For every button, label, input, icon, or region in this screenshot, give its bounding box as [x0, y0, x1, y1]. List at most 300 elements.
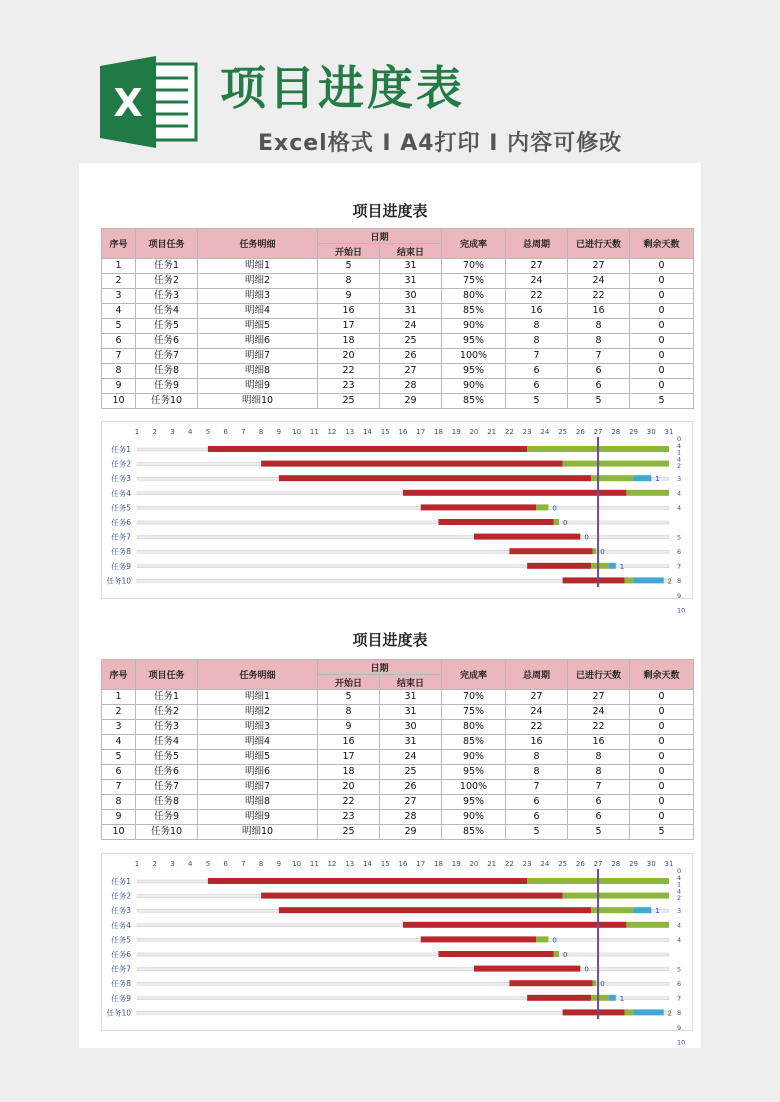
right-axis-label: 10	[677, 606, 686, 615]
right-axis-label: 6	[677, 548, 682, 556]
gantt-bar-remaining	[634, 475, 652, 481]
x-tick-label: 19	[451, 860, 461, 868]
cell-seq: 6	[102, 765, 136, 780]
right-axis-label: 1	[677, 880, 682, 889]
cell-total: 8	[506, 319, 568, 334]
cell-detail: 明细4	[198, 304, 318, 319]
cell-done: 22	[568, 289, 630, 304]
table-row	[102, 795, 694, 810]
gantt-svg-2	[101, 853, 693, 1047]
cell-remain: 5	[630, 394, 694, 409]
x-tick-label: 24	[540, 428, 550, 436]
bar-end-label: 1	[655, 475, 660, 484]
gantt-bar-completed	[421, 504, 536, 510]
cell-remain: 0	[630, 705, 694, 720]
cell-total: 16	[506, 304, 568, 319]
table-row	[102, 319, 694, 334]
table-row	[102, 334, 694, 349]
table-row	[102, 720, 694, 735]
cell-rate: 95%	[442, 334, 506, 349]
cell-end: 25	[380, 765, 442, 780]
y-category-label: 任务5	[111, 935, 131, 945]
cell-start: 17	[318, 319, 380, 334]
cell-total: 27	[506, 259, 568, 274]
gantt-bar-completed	[509, 980, 592, 986]
cell-seq: 2	[102, 705, 136, 720]
right-axis-label: 5	[677, 533, 682, 542]
cell-seq: 5	[102, 319, 136, 334]
header-seq: 序号	[102, 229, 136, 259]
header-end: 结束日	[380, 675, 442, 690]
table-row	[102, 780, 694, 795]
bar-end-label: 0	[563, 951, 568, 959]
x-tick-label: 29	[629, 860, 638, 868]
x-tick-label: 9	[276, 428, 282, 436]
cell-remain: 0	[630, 720, 694, 735]
bar-end-label: 1	[619, 562, 625, 571]
cell-start: 23	[318, 810, 380, 825]
y-category-label: 任务2	[111, 459, 131, 469]
y-category-label: 任务6	[111, 950, 131, 959]
cell-seq: 5	[102, 750, 136, 765]
right-axis-label: 2	[677, 462, 682, 471]
gantt-bar-in-progress	[626, 490, 669, 496]
table-row	[102, 349, 694, 364]
cell-task: 任务3	[136, 720, 198, 735]
x-tick-label: 10	[292, 428, 302, 436]
gantt-bar-in-progress	[554, 519, 559, 525]
x-tick-label: 26	[575, 428, 585, 436]
cell-task: 任务10	[136, 394, 198, 409]
cell-start: 20	[318, 780, 380, 795]
x-tick-label: 12	[327, 428, 337, 436]
cell-start: 16	[318, 735, 380, 750]
gantt-bar-completed	[474, 966, 580, 972]
cell-seq: 3	[102, 289, 136, 304]
cell-seq: 8	[102, 795, 136, 810]
cell-seq: 4	[102, 735, 136, 750]
gantt-chart-2	[101, 853, 693, 1047]
table-row	[102, 750, 694, 765]
y-category-label: 任务7	[111, 532, 131, 542]
cell-remain: 0	[630, 750, 694, 765]
gantt-bar-completed	[474, 534, 580, 540]
y-category-label: 任务1	[111, 445, 131, 454]
x-tick-label: 20	[469, 428, 479, 436]
cell-rate: 95%	[442, 765, 506, 780]
cell-end: 24	[380, 319, 442, 334]
bar-end-label: 0	[600, 980, 605, 989]
cell-rate: 75%	[442, 274, 506, 289]
cell-start: 17	[318, 750, 380, 765]
cell-start: 5	[318, 259, 380, 274]
y-category-label: 任务10	[106, 576, 131, 586]
cell-detail: 明细6	[198, 334, 318, 349]
cell-start: 22	[318, 364, 380, 379]
gantt-bar-in-progress	[626, 922, 669, 928]
header-start: 开始日	[318, 675, 380, 690]
table-body-1	[102, 259, 694, 409]
cell-end: 27	[380, 364, 442, 379]
cell-end: 31	[380, 274, 442, 289]
cell-seq: 10	[102, 394, 136, 409]
cell-total: 6	[506, 364, 568, 379]
x-tick-label: 27	[593, 860, 603, 868]
cell-end: 26	[380, 780, 442, 795]
right-axis-label: 4	[677, 504, 682, 513]
gantt-track	[137, 521, 669, 524]
header-rate: 完成率	[442, 229, 506, 259]
gantt-bar-remaining	[609, 563, 616, 569]
x-tick-label: 23	[522, 428, 532, 436]
cell-seq: 2	[102, 274, 136, 289]
header-detail: 任务明细	[198, 229, 318, 259]
cell-start: 23	[318, 379, 380, 394]
cell-task: 任务9	[136, 810, 198, 825]
cell-rate: 90%	[442, 810, 506, 825]
cell-remain: 0	[630, 334, 694, 349]
x-tick-label: 10	[292, 860, 302, 868]
cell-remain: 0	[630, 735, 694, 750]
cell-done: 6	[568, 810, 630, 825]
gantt-track	[137, 968, 669, 971]
x-tick-label: 29	[629, 428, 638, 436]
cell-remain: 0	[630, 364, 694, 379]
cell-end: 26	[380, 349, 442, 364]
cell-detail: 明细6	[198, 765, 318, 780]
cell-done: 8	[568, 319, 630, 334]
cell-total: 5	[506, 825, 568, 840]
gantt-bar-completed	[421, 936, 536, 942]
cell-done: 5	[568, 394, 630, 409]
cell-total: 7	[506, 780, 568, 795]
cell-remain: 0	[630, 349, 694, 364]
poster-title: 项目进度表	[220, 61, 465, 115]
gantt-svg-1	[101, 421, 693, 615]
x-tick-label: 6	[223, 860, 228, 868]
spreadsheet-paper	[79, 163, 701, 1048]
gantt-bar-completed	[403, 490, 626, 496]
right-axis-label: 0	[677, 435, 682, 443]
cell-end: 31	[380, 735, 442, 750]
x-tick-label: 25	[558, 428, 568, 436]
cell-done: 22	[568, 720, 630, 735]
cell-task: 任务7	[136, 780, 198, 795]
cell-seq: 7	[102, 780, 136, 795]
header-rate: 完成率	[442, 660, 506, 690]
x-tick-label: 16	[398, 860, 408, 868]
x-tick-label: 7	[241, 428, 246, 436]
cell-done: 6	[568, 364, 630, 379]
x-tick-label: 15	[380, 860, 390, 868]
cell-remain: 0	[630, 274, 694, 289]
table-row	[102, 394, 694, 409]
x-tick-label: 23	[522, 860, 532, 868]
table-row	[102, 379, 694, 394]
x-tick-label: 9	[276, 860, 282, 868]
x-tick-label: 1	[134, 860, 140, 868]
y-category-label: 任务3	[111, 474, 131, 484]
table-row	[102, 690, 694, 705]
table-row	[102, 259, 694, 274]
right-axis-label: 4	[677, 936, 682, 945]
cell-done: 8	[568, 334, 630, 349]
gantt-bar-completed	[261, 461, 562, 467]
table-row	[102, 810, 694, 825]
x-tick-label: 8	[258, 428, 264, 436]
right-axis-label: 4	[677, 887, 682, 896]
x-tick-label: 14	[363, 428, 372, 436]
gantt-bar-completed	[438, 519, 553, 525]
cell-seq: 6	[102, 334, 136, 349]
x-tick-label: 14	[363, 860, 372, 868]
x-tick-label: 11	[309, 860, 319, 868]
cell-seq: 3	[102, 720, 136, 735]
table-row	[102, 705, 694, 720]
cell-detail: 明细8	[198, 364, 318, 379]
gantt-bar-in-progress	[591, 563, 609, 569]
gantt-chart-1	[101, 421, 693, 615]
x-tick-label: 18	[434, 428, 443, 436]
bar-end-label: 0	[600, 548, 605, 557]
cell-rate: 70%	[442, 690, 506, 705]
x-tick-label: 21	[487, 860, 497, 868]
table-row	[102, 825, 694, 840]
cell-seq: 1	[102, 690, 136, 705]
gantt-bar-completed	[438, 951, 553, 957]
cell-rate: 80%	[442, 289, 506, 304]
cell-end: 30	[380, 720, 442, 735]
progress-table-2	[101, 659, 694, 840]
cell-done: 7	[568, 349, 630, 364]
cell-rate: 95%	[442, 795, 506, 810]
header-date: 日期	[318, 660, 442, 675]
x-tick-label: 28	[611, 860, 621, 868]
cell-total: 27	[506, 690, 568, 705]
cell-start: 18	[318, 765, 380, 780]
cell-rate: 80%	[442, 720, 506, 735]
right-axis-label: 4	[677, 873, 682, 882]
y-category-label: 任务5	[111, 503, 131, 513]
x-tick-label: 4	[187, 428, 193, 436]
y-category-label: 任务8	[111, 979, 131, 989]
cell-end: 29	[380, 825, 442, 840]
cell-seq: 9	[102, 379, 136, 394]
poster-header	[0, 0, 780, 165]
header-done: 已进行天数	[568, 229, 630, 259]
bar-end-label: 1	[655, 907, 660, 916]
x-tick-label: 25	[558, 860, 568, 868]
cell-remain: 0	[630, 319, 694, 334]
x-tick-label: 17	[416, 860, 426, 868]
cell-remain: 0	[630, 259, 694, 274]
cell-total: 8	[506, 334, 568, 349]
right-axis-label: 4	[677, 441, 682, 450]
gantt-bar-completed	[279, 475, 591, 481]
cell-done: 27	[568, 259, 630, 274]
gantt-track	[137, 506, 669, 509]
x-tick-label: 19	[451, 428, 461, 436]
gantt-bar-in-progress	[593, 980, 597, 986]
x-tick-label: 2	[152, 428, 157, 436]
cell-total: 6	[506, 379, 568, 394]
x-tick-label: 28	[611, 428, 621, 436]
cell-done: 24	[568, 274, 630, 289]
header-task: 项目任务	[136, 660, 198, 690]
right-axis-label: 8	[677, 577, 682, 586]
cell-rate: 75%	[442, 705, 506, 720]
y-category-label: 任务9	[111, 993, 131, 1003]
right-axis-label: 10	[677, 1038, 686, 1047]
cell-rate: 90%	[442, 379, 506, 394]
gantt-track	[137, 953, 669, 956]
cell-task: 任务8	[136, 364, 198, 379]
cell-start: 25	[318, 394, 380, 409]
cell-detail: 明细10	[198, 825, 318, 840]
gantt-bar-remaining	[634, 577, 664, 583]
bar-end-label: 0	[563, 519, 568, 527]
cell-remain: 0	[630, 795, 694, 810]
x-tick-label: 5	[205, 860, 211, 868]
cell-total: 16	[506, 735, 568, 750]
cell-done: 5	[568, 825, 630, 840]
cell-task: 任务9	[136, 379, 198, 394]
x-tick-label: 5	[205, 428, 211, 436]
cell-total: 5	[506, 394, 568, 409]
cell-done: 8	[568, 750, 630, 765]
right-axis-label: 4	[677, 455, 682, 464]
x-tick-label: 1	[134, 428, 140, 436]
x-tick-label: 17	[416, 428, 426, 436]
header-remain: 剩余天数	[630, 229, 694, 259]
cell-task: 任务2	[136, 705, 198, 720]
cell-start: 25	[318, 825, 380, 840]
cell-rate: 100%	[442, 349, 506, 364]
header-total: 总周期	[506, 229, 568, 259]
x-tick-label: 13	[345, 428, 355, 436]
gantt-track	[137, 938, 669, 941]
gantt-bar-in-progress	[625, 577, 634, 583]
cell-end: 25	[380, 334, 442, 349]
cell-seq: 4	[102, 304, 136, 319]
gantt-bar-in-progress	[591, 995, 609, 1001]
cell-end: 31	[380, 705, 442, 720]
x-tick-label: 30	[646, 428, 656, 436]
cell-total: 22	[506, 289, 568, 304]
bar-end-label: 0	[584, 533, 589, 542]
cell-detail: 明细4	[198, 735, 318, 750]
gantt-bar-in-progress	[593, 548, 597, 554]
cell-rate: 85%	[442, 825, 506, 840]
gantt-track	[137, 536, 669, 539]
x-tick-label: 7	[241, 860, 246, 868]
gantt-bar-remaining	[609, 995, 616, 1001]
progress-table-1	[101, 228, 694, 409]
x-tick-label: 6	[223, 428, 228, 436]
x-tick-label: 30	[646, 860, 656, 868]
header-done: 已进行天数	[568, 660, 630, 690]
cell-seq: 7	[102, 349, 136, 364]
y-category-label: 任务7	[111, 964, 131, 974]
cell-detail: 明细1	[198, 259, 318, 274]
cell-start: 9	[318, 289, 380, 304]
y-category-label: 任务4	[111, 920, 131, 930]
table-row	[102, 364, 694, 379]
x-tick-label: 8	[258, 860, 264, 868]
cell-seq: 8	[102, 364, 136, 379]
cell-end: 31	[380, 259, 442, 274]
header-total: 总周期	[506, 660, 568, 690]
x-tick-label: 22	[504, 428, 514, 436]
header-detail: 任务明细	[198, 660, 318, 690]
y-category-label: 任务10	[106, 1008, 131, 1018]
cell-rate: 90%	[442, 319, 506, 334]
right-axis-label: 1	[677, 448, 682, 457]
cell-task: 任务7	[136, 349, 198, 364]
x-tick-label: 15	[380, 428, 390, 436]
cell-remain: 0	[630, 780, 694, 795]
cell-detail: 明细1	[198, 690, 318, 705]
right-axis-label: 3	[677, 907, 682, 915]
table-row	[102, 304, 694, 319]
bar-end-label: 0	[584, 965, 589, 974]
cell-seq: 1	[102, 259, 136, 274]
cell-task: 任务2	[136, 274, 198, 289]
cell-start: 8	[318, 705, 380, 720]
table-row	[102, 765, 694, 780]
cell-rate: 85%	[442, 394, 506, 409]
right-axis-label: 2	[677, 894, 682, 903]
x-tick-label: 20	[469, 860, 479, 868]
cell-total: 8	[506, 750, 568, 765]
section-title-1: 项目进度表	[352, 202, 428, 220]
cell-done: 16	[568, 735, 630, 750]
cell-total: 24	[506, 274, 568, 289]
cell-end: 30	[380, 289, 442, 304]
cell-detail: 明细2	[198, 274, 318, 289]
cell-total: 7	[506, 349, 568, 364]
cell-rate: 70%	[442, 259, 506, 274]
y-category-label: 任务1	[111, 877, 131, 886]
bar-end-label: 0	[552, 936, 557, 945]
table-row	[102, 289, 694, 304]
poster-subtitle: Excel格式 I A4打印 I 内容可修改	[258, 131, 623, 156]
cell-task: 任务3	[136, 289, 198, 304]
cell-start: 18	[318, 334, 380, 349]
cell-remain: 0	[630, 304, 694, 319]
cell-rate: 90%	[442, 750, 506, 765]
table-row	[102, 735, 694, 750]
cell-done: 24	[568, 705, 630, 720]
cell-remain: 5	[630, 825, 694, 840]
x-tick-label: 21	[487, 428, 497, 436]
gantt-bar-completed	[563, 577, 625, 583]
right-axis-label: 3	[677, 475, 682, 483]
cell-total: 24	[506, 705, 568, 720]
cell-done: 8	[568, 765, 630, 780]
cell-end: 28	[380, 379, 442, 394]
cell-rate: 95%	[442, 364, 506, 379]
cell-task: 任务10	[136, 825, 198, 840]
gantt-bar-completed	[208, 446, 527, 452]
x-tick-label: 2	[152, 860, 157, 868]
cell-done: 6	[568, 379, 630, 394]
right-axis-label: 5	[677, 965, 682, 974]
gantt-bar-completed	[403, 922, 626, 928]
cell-rate: 100%	[442, 780, 506, 795]
cell-detail: 明细7	[198, 780, 318, 795]
cell-task: 任务6	[136, 334, 198, 349]
